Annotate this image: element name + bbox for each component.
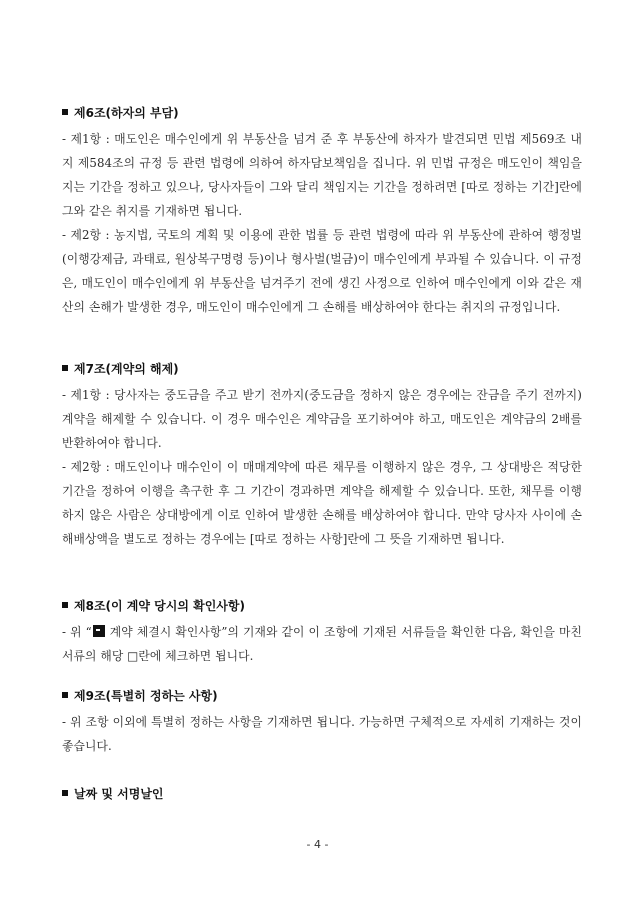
- section-heading: [62, 596, 582, 614]
- section-marker-icon: [93, 625, 105, 637]
- section-title: 날짜 및 서명날인: [74, 786, 164, 801]
- paragraph-clause-1: - 제1항 : 당사자는 중도금을 주고 받기 전까지(중도금을 정하지 않은 경우에는 잔금을 주기 전까지) 계약을 해제할 수 있습니다. 이 경우 매수인은 계약금을 포기하여야 하고, 매도인은 계약금의 2배를 반환하여야 합니다.: [62, 388, 582, 450]
- section-article-6: [62, 103, 582, 319]
- square-bullet-icon: [62, 365, 68, 371]
- square-bullet-icon: [62, 790, 68, 796]
- section-heading: [62, 103, 582, 121]
- section-heading: [62, 784, 582, 802]
- section-title: 제8조(이 계약 당시의 확인사항): [74, 598, 245, 613]
- paragraph-clause-2: - 제2항 : 농지법, 국토의 계획 및 이용에 관한 법률 등 관련 법령에 따라 위 부동산에 관하여 행정벌(이행강제금, 과태료, 원상복구명령 등)이나 형사벌(벌금)이 매수인에게 부과될 수 있습니다. 이 규정은, 매도인이 매수인에게 위 부동산을 넘겨주기 전에 생긴 사정으로 인하여 매수인에게 이와 같은 재산의 손해가 발생한 경우, 매도인이 매수인에게 그 손해를 배상하여야 한다는 취지의 규정입니다.: [62, 228, 582, 314]
- section-title: 제7조(계약의 해제): [74, 361, 179, 376]
- paragraph-clause-1: - 제1항 : 매도인은 매수인에게 위 부동산을 넘겨 준 후 부동산에 하자가 발견되면 민법 제569조 내지 제584조의 규정 등 관련 법령에 의하여 하자담보책임을 집니다. 위 민법 규정은 매도인이 책임을 지는 기간을 정하고 있으나, 당사자들이 그와 달리 책임지는 기간을 정하려면 [따로 정하는 기간]란에 그와 같은 취지를 기재하면 됩니다.: [62, 132, 582, 218]
- paragraph-clause-2: - 제2항 : 매도인이나 매수인이 이 매매계약에 따른 채무를 이행하지 않은 경우, 그 상대방은 적당한 기간을 정하여 이행을 촉구한 후 그 기간이 경과하면 계약을 해제할 수 있습니다. 또한, 채무를 이행하지 않은 사람은 상대방에게 이로 인하여 발생한 손해를 배상하여야 합니다. 만약 당사자 사이에 손해배상액을 별도로 정하는 경우에는 [따로 정하는 사항]란에 그 뜻을 기재하면 됩니다.: [62, 460, 582, 546]
- paragraph-text-start: - 위 “: [62, 625, 92, 639]
- square-bullet-icon: [62, 109, 68, 115]
- paragraph-confirmation: [62, 620, 582, 668]
- page-number: - 4 -: [306, 838, 329, 851]
- paragraph-text-rest: 계약 체결시 확인사항”의 기재와 같이 이 조항에 기재된 서류들을 확인한 다음, 확인을 마친 서류의 해당 □란에 체크하면 됩니다.: [62, 625, 582, 663]
- paragraph-special-terms: - 위 조항 이외에 특별히 정하는 사항을 기재하면 됩니다. 가능하면 구체적으로 자세히 기재하는 것이 좋습니다.: [62, 715, 582, 753]
- section-article-7: [62, 359, 582, 551]
- section-heading: [62, 359, 582, 377]
- square-bullet-icon: [62, 602, 68, 608]
- section-title: 제6조(하자의 부담): [74, 105, 179, 120]
- section-heading: [62, 686, 582, 704]
- section-article-9: [62, 686, 582, 758]
- section-article-8: [62, 596, 582, 668]
- square-bullet-icon: [62, 692, 68, 698]
- section-title: 제9조(특별히 정하는 사항): [74, 688, 218, 703]
- section-date-signature: [62, 784, 582, 802]
